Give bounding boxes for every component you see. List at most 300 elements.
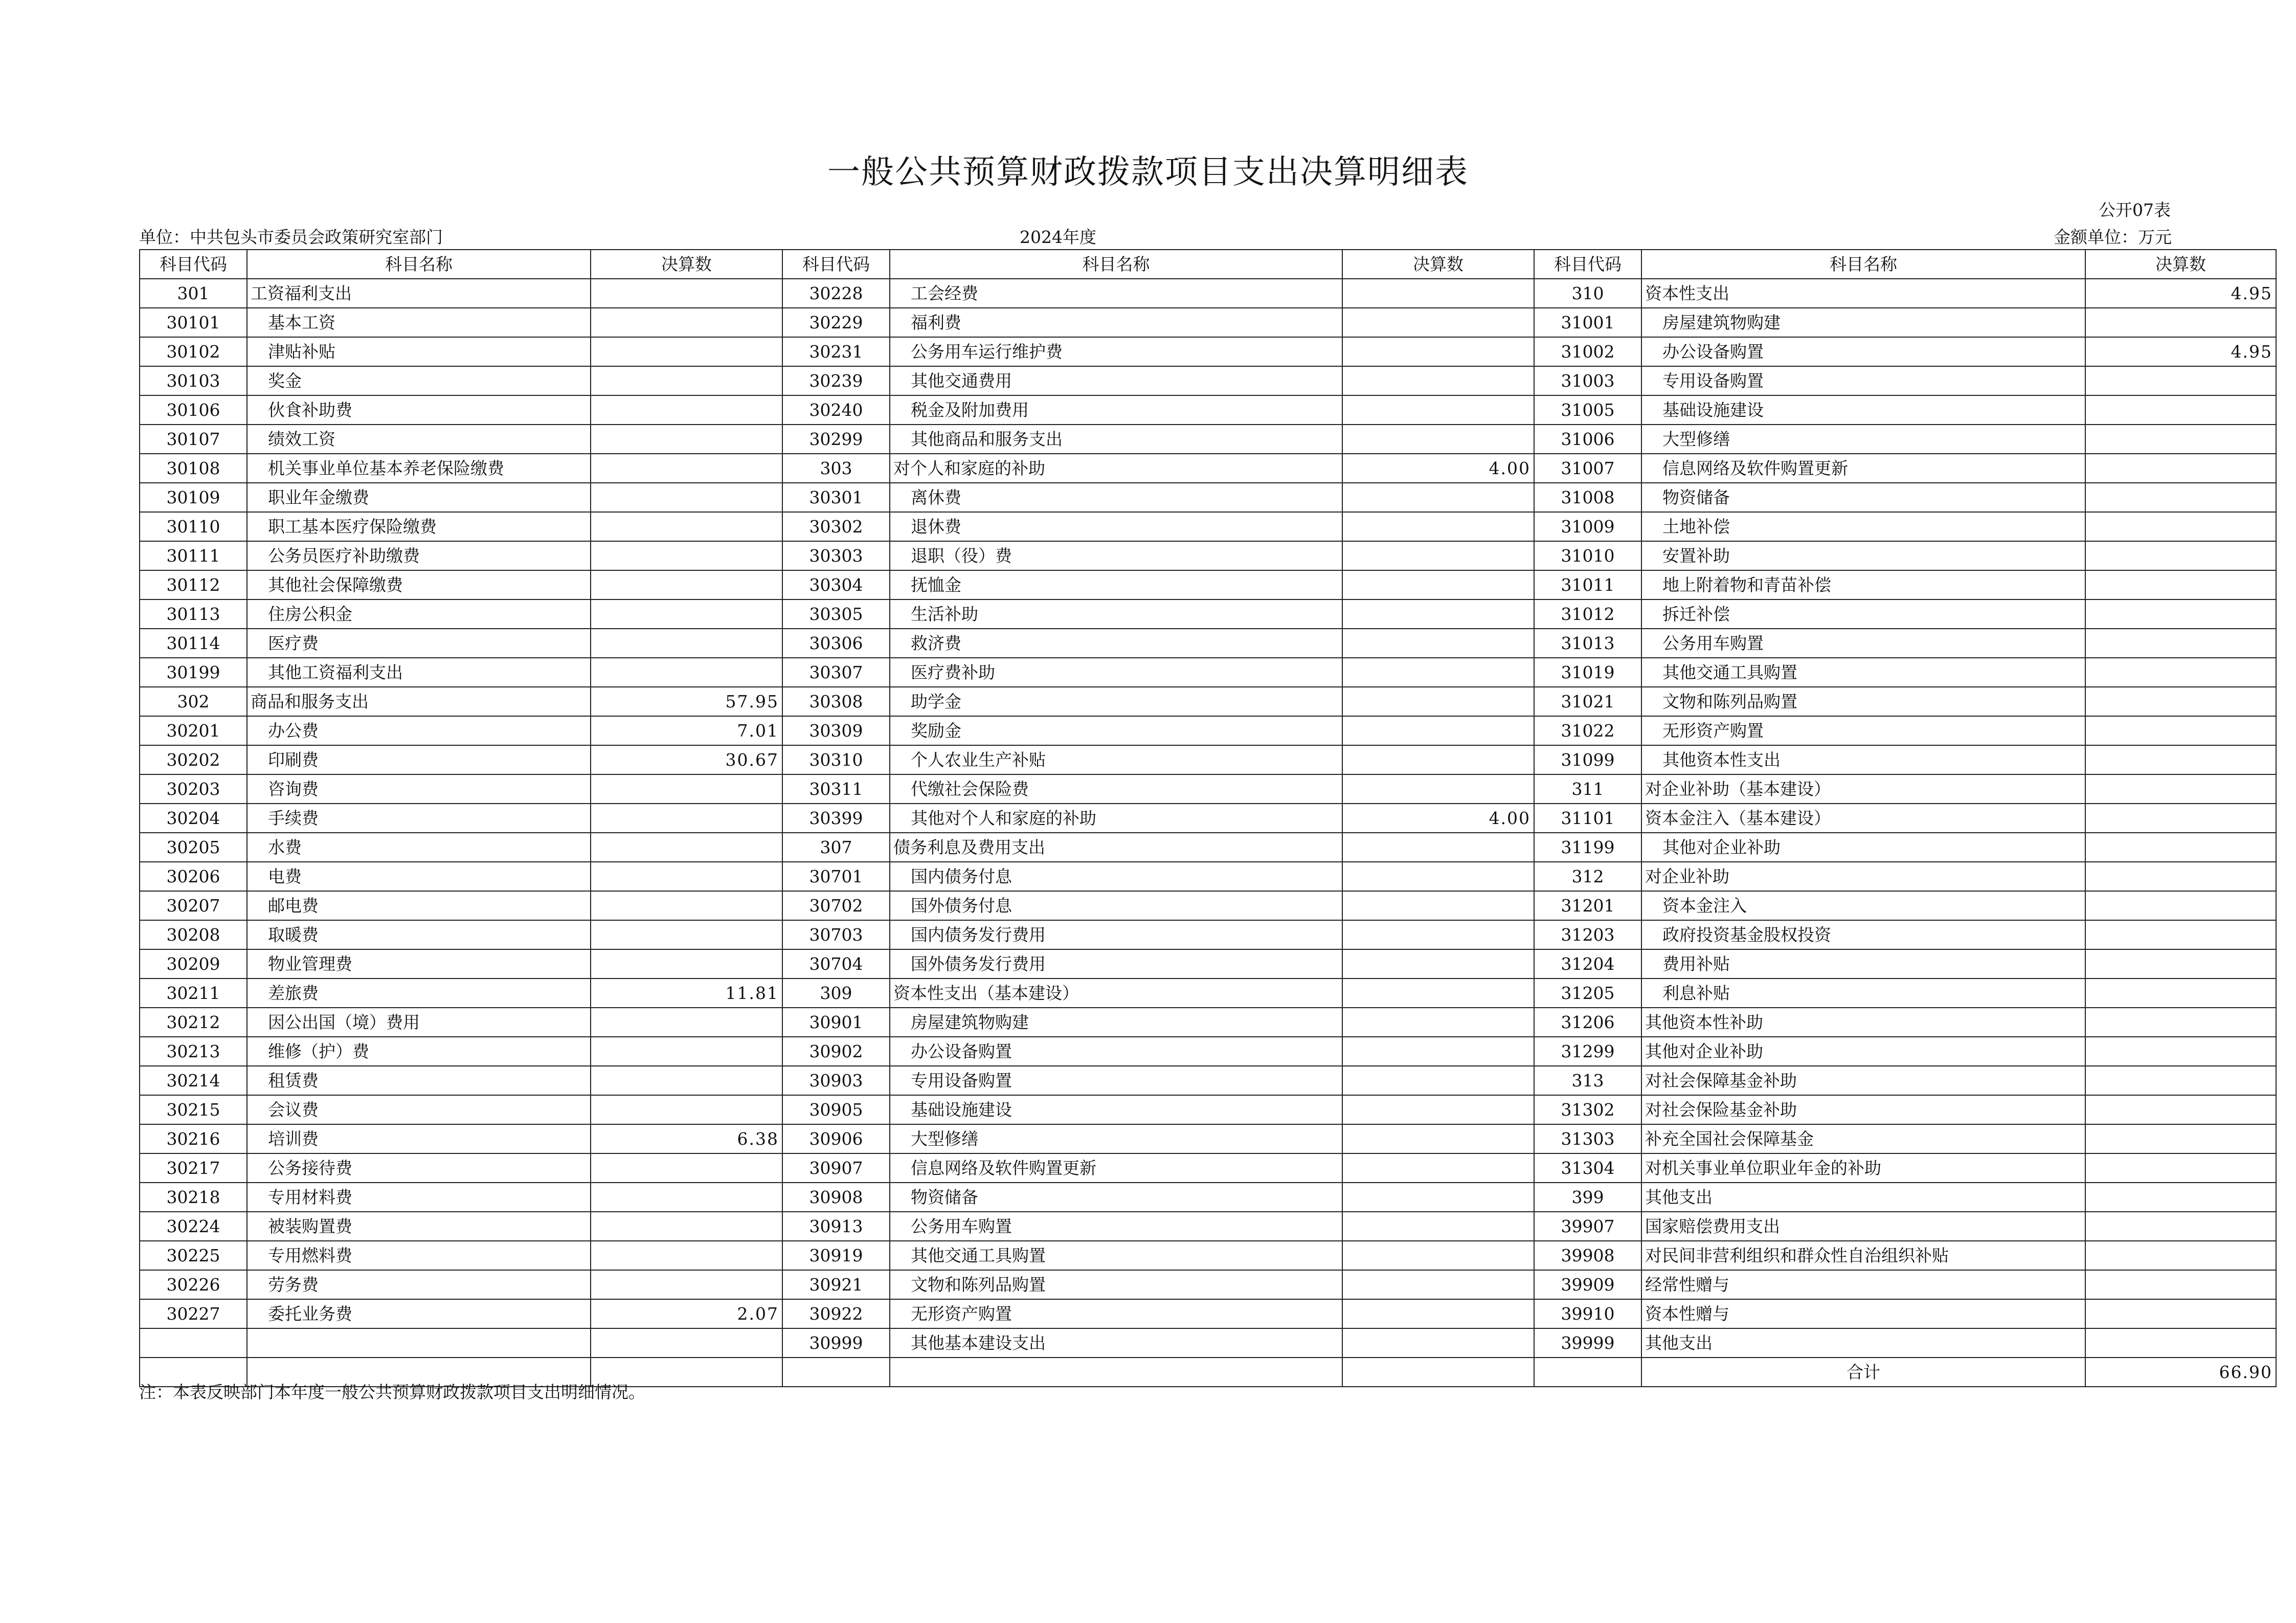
subject-name-cell: 津贴补贴 <box>247 337 591 366</box>
subject-code-cell: 30211 <box>140 979 247 1008</box>
subject-code-cell: 30922 <box>782 1299 890 1328</box>
subject-code-cell: 31012 <box>1534 599 1641 629</box>
table-row <box>140 1037 2276 1066</box>
subject-name-cell: 信息网络及软件购置更新 <box>1641 454 2085 483</box>
subject-code-cell: 30218 <box>140 1183 247 1212</box>
subject-code-cell <box>140 1328 247 1358</box>
amount-cell <box>2085 920 2276 949</box>
amount-cell <box>2085 891 2276 920</box>
subject-code-cell: 31302 <box>1534 1095 1641 1124</box>
subject-code-cell: 301 <box>140 279 247 308</box>
amount-cell <box>1342 1066 1534 1095</box>
subject-name-cell: 公务用车运行维护费 <box>890 337 1342 366</box>
subject-name-cell: 职工基本医疗保险缴费 <box>247 512 591 541</box>
subject-name-cell: 其他社会保障缴费 <box>247 570 591 599</box>
subject-code-cell: 30999 <box>782 1328 890 1358</box>
subject-name-cell: 奖金 <box>247 366 591 395</box>
amount-cell: 57.95 <box>591 687 782 716</box>
subject-name-cell: 信息网络及软件购置更新 <box>890 1153 1342 1183</box>
header-amount-1: 决算数 <box>591 250 782 279</box>
table-row <box>140 599 2276 629</box>
subject-code-cell: 30919 <box>782 1241 890 1270</box>
subject-code-cell: 31005 <box>1534 395 1641 425</box>
page-title: 一般公共预算财政拨款项目支出决算明细表 <box>827 153 1469 191</box>
amount-cell <box>1342 1212 1534 1241</box>
subject-code-cell: 30227 <box>140 1299 247 1328</box>
amount-cell <box>1342 1037 1534 1066</box>
table-row <box>140 425 2276 454</box>
amount-cell <box>1342 920 1534 949</box>
subject-name-cell: 其他交通工具购置 <box>1641 658 2085 687</box>
subject-code-cell: 310 <box>1534 279 1641 308</box>
subject-code-cell: 30213 <box>140 1037 247 1066</box>
subject-name-cell: 生活补助 <box>890 599 1342 629</box>
amount-cell <box>591 1328 782 1358</box>
amount-cell: 6.38 <box>591 1124 782 1153</box>
amount-cell <box>591 1037 782 1066</box>
subject-name-cell: 奖励金 <box>890 716 1342 745</box>
subject-name-cell: 费用补贴 <box>1641 949 2085 979</box>
header-code-1: 科目代码 <box>140 250 247 279</box>
amount-cell <box>591 599 782 629</box>
amount-cell <box>591 1066 782 1095</box>
subject-code-cell: 31199 <box>1534 833 1641 862</box>
subject-code-cell: 31011 <box>1534 570 1641 599</box>
amount-cell <box>1342 1183 1534 1212</box>
table-row <box>140 1270 2276 1299</box>
subject-name-cell: 物资储备 <box>1641 483 2085 512</box>
subject-name-cell: 租赁费 <box>247 1066 591 1095</box>
subject-name-cell: 救济费 <box>890 629 1342 658</box>
subject-name-cell: 国内债务付息 <box>890 862 1342 891</box>
table-row <box>140 745 2276 774</box>
subject-name-cell: 工会经费 <box>890 279 1342 308</box>
amount-cell <box>1342 1328 1534 1358</box>
subject-name-cell: 其他对企业补助 <box>1641 833 2085 862</box>
table-body <box>140 279 2276 1387</box>
amount-cell <box>591 862 782 891</box>
subject-name-cell: 退职（役）费 <box>890 541 1342 570</box>
subject-name-cell: 办公设备购置 <box>890 1037 1342 1066</box>
header-amount-3: 决算数 <box>2085 250 2276 279</box>
subject-name-cell: 电费 <box>247 862 591 891</box>
subject-code-cell: 30902 <box>782 1037 890 1066</box>
subject-code-cell: 30110 <box>140 512 247 541</box>
table-row <box>140 920 2276 949</box>
subject-code-cell: 30309 <box>782 716 890 745</box>
subject-code-cell: 30102 <box>140 337 247 366</box>
subject-name-cell: 国外债务发行费用 <box>890 949 1342 979</box>
subject-name-cell: 债务利息及费用支出 <box>890 833 1342 862</box>
subject-name-cell: 其他资本性支出 <box>1641 745 2085 774</box>
unit-label: 单位：中共包头市委员会政策研究室部门 <box>139 227 443 247</box>
subject-code-cell: 30209 <box>140 949 247 979</box>
subject-code-cell: 31001 <box>1534 308 1641 337</box>
header-code-2: 科目代码 <box>782 250 890 279</box>
subject-name-cell: 大型修缮 <box>890 1124 1342 1153</box>
subject-code-cell: 30231 <box>782 337 890 366</box>
amount-cell <box>1342 1299 1534 1328</box>
subject-code-cell: 31002 <box>1534 337 1641 366</box>
amount-cell <box>1342 541 1534 570</box>
subject-code-cell: 30399 <box>782 804 890 833</box>
subject-name-cell: 土地补偿 <box>1641 512 2085 541</box>
table-row <box>140 366 2276 395</box>
amount-cell <box>591 629 782 658</box>
subject-code-cell: 31009 <box>1534 512 1641 541</box>
subject-code-cell: 31022 <box>1534 716 1641 745</box>
subject-name-cell: 大型修缮 <box>1641 425 2085 454</box>
table-row <box>140 687 2276 716</box>
subject-code-cell: 30301 <box>782 483 890 512</box>
subject-name-cell: 资本性支出 <box>1641 279 2085 308</box>
subject-code-cell: 30204 <box>140 804 247 833</box>
subject-name-cell: 伙食补助费 <box>247 395 591 425</box>
subject-code-cell: 30303 <box>782 541 890 570</box>
amount-cell <box>2085 541 2276 570</box>
amount-cell: 4.95 <box>2085 337 2276 366</box>
amount-cell <box>2085 1124 2276 1153</box>
table-row <box>140 1241 2276 1270</box>
table-row <box>140 1153 2276 1183</box>
subject-name-cell: 专用设备购置 <box>1641 366 2085 395</box>
amount-cell <box>591 570 782 599</box>
subject-code-cell: 30101 <box>140 308 247 337</box>
subject-name-cell: 邮电费 <box>247 891 591 920</box>
subject-name-cell: 安置补助 <box>1641 541 2085 570</box>
subject-name-cell: 无形资产购置 <box>1641 716 2085 745</box>
amount-cell <box>2085 833 2276 862</box>
subject-name-cell: 福利费 <box>890 308 1342 337</box>
footnote: 注：本表反映部门本年度一般公共预算财政拨款项目支出明细情况。 <box>139 1382 645 1402</box>
table-row <box>140 1212 2276 1241</box>
amount-cell <box>2085 483 2276 512</box>
subject-name-cell: 资本金注入（基本建设） <box>1641 804 2085 833</box>
subject-code-cell: 30224 <box>140 1212 247 1241</box>
table-row <box>140 658 2276 687</box>
amount-cell <box>591 949 782 979</box>
subject-code-cell: 309 <box>782 979 890 1008</box>
subject-name-cell: 补充全国社会保障基金 <box>1641 1124 2085 1153</box>
subject-name-cell: 商品和服务支出 <box>247 687 591 716</box>
amount-cell <box>1342 1008 1534 1037</box>
form-number: 公开07表 <box>2099 200 2171 220</box>
table-row <box>140 949 2276 979</box>
table-row <box>140 1124 2276 1153</box>
subject-name-cell: 拆迁补偿 <box>1641 599 2085 629</box>
subject-code-cell: 30921 <box>782 1270 890 1299</box>
table-row <box>140 804 2276 833</box>
amount-cell <box>591 308 782 337</box>
subject-code-cell: 30216 <box>140 1124 247 1153</box>
amount-cell <box>591 658 782 687</box>
subject-name-cell: 其他基本建设支出 <box>890 1328 1342 1358</box>
amount-cell <box>1342 716 1534 745</box>
amount-cell <box>1342 891 1534 920</box>
subject-name-cell: 取暖费 <box>247 920 591 949</box>
subject-code-cell: 39909 <box>1534 1270 1641 1299</box>
subject-name-cell: 国外债务付息 <box>890 891 1342 920</box>
subject-code-cell: 31008 <box>1534 483 1641 512</box>
table-row <box>140 337 2276 366</box>
year-label: 2024年度 <box>1020 227 1096 247</box>
subject-name-cell: 政府投资基金股权投资 <box>1641 920 2085 949</box>
total-amount: 66.90 <box>2085 1358 2276 1387</box>
subject-code-cell: 30703 <box>782 920 890 949</box>
amount-cell <box>1342 337 1534 366</box>
subject-name-cell: 利息补贴 <box>1641 979 2085 1008</box>
amount-cell <box>2085 1212 2276 1241</box>
subject-code-cell: 30704 <box>782 949 890 979</box>
subject-code-cell: 30239 <box>782 366 890 395</box>
subject-code-cell: 30112 <box>140 570 247 599</box>
table-row <box>140 1066 2276 1095</box>
amount-cell <box>2085 658 2276 687</box>
amount-cell <box>1342 949 1534 979</box>
subject-code-cell: 30212 <box>140 1008 247 1037</box>
subject-name-cell: 对机关事业单位职业年金的补助 <box>1641 1153 2085 1183</box>
subject-name-cell: 代缴社会保险费 <box>890 774 1342 804</box>
table-row <box>140 774 2276 804</box>
amount-cell <box>591 337 782 366</box>
subject-code-cell: 39908 <box>1534 1241 1641 1270</box>
subject-code-cell: 399 <box>1534 1183 1641 1212</box>
subject-code-cell: 31101 <box>1534 804 1641 833</box>
table-row <box>140 395 2276 425</box>
amount-cell <box>1342 1270 1534 1299</box>
amount-cell <box>2085 425 2276 454</box>
subject-name-cell: 房屋建筑物购建 <box>1641 308 2085 337</box>
amount-cell <box>591 1212 782 1241</box>
subject-code-cell: 30908 <box>782 1183 890 1212</box>
subject-name-cell: 咨询费 <box>247 774 591 804</box>
amount-cell <box>1342 658 1534 687</box>
amount-cell: 30.67 <box>591 745 782 774</box>
amount-cell <box>2085 308 2276 337</box>
amount-cell <box>2085 629 2276 658</box>
amount-cell <box>2085 716 2276 745</box>
amount-cell <box>591 1153 782 1183</box>
subject-name-cell: 水费 <box>247 833 591 862</box>
subject-name-cell: 对个人和家庭的补助 <box>890 454 1342 483</box>
table-row <box>140 1095 2276 1124</box>
subject-code-cell: 30225 <box>140 1241 247 1270</box>
subject-name-cell: 文物和陈列品购置 <box>1641 687 2085 716</box>
subject-name-cell: 职业年金缴费 <box>247 483 591 512</box>
amount-cell: 4.95 <box>2085 279 2276 308</box>
amount-cell <box>591 804 782 833</box>
subject-name-cell: 国家赔偿费用支出 <box>1641 1212 2085 1241</box>
subject-code-cell: 30310 <box>782 745 890 774</box>
amount-cell <box>591 541 782 570</box>
amount-cell <box>2085 745 2276 774</box>
amount-cell <box>1342 1124 1534 1153</box>
subject-code-cell: 303 <box>782 454 890 483</box>
subject-code-cell: 30907 <box>782 1153 890 1183</box>
table-row <box>140 716 2276 745</box>
subject-code-cell: 30201 <box>140 716 247 745</box>
subject-code-cell: 30113 <box>140 599 247 629</box>
subject-code-cell: 30906 <box>782 1124 890 1153</box>
amount-cell <box>1342 570 1534 599</box>
subject-name-cell: 地上附着物和青苗补偿 <box>1641 570 2085 599</box>
amount-cell <box>591 833 782 862</box>
subject-name-cell: 基础设施建设 <box>890 1095 1342 1124</box>
subject-name-cell: 文物和陈列品购置 <box>890 1270 1342 1299</box>
amount-cell <box>1342 366 1534 395</box>
amount-cell <box>591 279 782 308</box>
amount-cell <box>1342 483 1534 512</box>
amount-cell <box>2085 570 2276 599</box>
amount-cell <box>1342 279 1534 308</box>
amount-cell <box>591 395 782 425</box>
subject-code-cell: 31203 <box>1534 920 1641 949</box>
amount-cell <box>591 920 782 949</box>
subject-code-cell: 311 <box>1534 774 1641 804</box>
subject-code-cell: 31006 <box>1534 425 1641 454</box>
subject-code-cell: 31010 <box>1534 541 1641 570</box>
subject-name-cell: 助学金 <box>890 687 1342 716</box>
amount-cell <box>2085 395 2276 425</box>
subject-code-cell: 30108 <box>140 454 247 483</box>
subject-name-cell: 其他资本性补助 <box>1641 1008 2085 1037</box>
amount-cell <box>2085 454 2276 483</box>
amount-cell <box>1342 425 1534 454</box>
empty-cell <box>1342 1358 1534 1387</box>
amount-cell <box>591 774 782 804</box>
subject-code-cell: 31206 <box>1534 1008 1641 1037</box>
subject-code-cell: 30107 <box>140 425 247 454</box>
amount-cell <box>2085 687 2276 716</box>
subject-name-cell: 资本金注入 <box>1641 891 2085 920</box>
subject-code-cell: 30114 <box>140 629 247 658</box>
subject-name-cell: 资本性赠与 <box>1641 1299 2085 1328</box>
subject-name-cell: 对社会保险基金补助 <box>1641 1095 2085 1124</box>
subject-name-cell: 机关事业单位基本养老保险缴费 <box>247 454 591 483</box>
subject-code-cell: 31021 <box>1534 687 1641 716</box>
subject-code-cell: 30208 <box>140 920 247 949</box>
header-code-3: 科目代码 <box>1534 250 1641 279</box>
table-row <box>140 1299 2276 1328</box>
subject-name-cell: 公务员医疗补助缴费 <box>247 541 591 570</box>
subject-code-cell: 307 <box>782 833 890 862</box>
amount-cell <box>591 366 782 395</box>
header-name-2: 科目名称 <box>890 250 1342 279</box>
subject-name-cell: 手续费 <box>247 804 591 833</box>
subject-code-cell: 30103 <box>140 366 247 395</box>
subject-code-cell: 30106 <box>140 395 247 425</box>
subject-code-cell: 30207 <box>140 891 247 920</box>
header-row <box>140 250 2276 279</box>
subject-name-cell: 专用材料费 <box>247 1183 591 1212</box>
subject-name-cell: 物业管理费 <box>247 949 591 979</box>
subject-code-cell: 30205 <box>140 833 247 862</box>
subject-code-cell: 30913 <box>782 1212 890 1241</box>
amount-cell <box>591 891 782 920</box>
amount-cell <box>2085 1066 2276 1095</box>
amount-cell <box>1342 395 1534 425</box>
subject-code-cell: 30229 <box>782 308 890 337</box>
amount-cell <box>2085 599 2276 629</box>
subject-name-cell: 基础设施建设 <box>1641 395 2085 425</box>
subject-name-cell: 其他对个人和家庭的补助 <box>890 804 1342 833</box>
amount-cell <box>1342 599 1534 629</box>
amount-cell <box>2085 1328 2276 1358</box>
table-row <box>140 862 2276 891</box>
amount-cell <box>591 1241 782 1270</box>
amount-cell <box>1342 745 1534 774</box>
amount-cell <box>2085 1037 2276 1066</box>
amount-cell <box>2085 1241 2276 1270</box>
subject-code-cell: 30311 <box>782 774 890 804</box>
subject-code-cell: 30306 <box>782 629 890 658</box>
subject-code-cell: 30202 <box>140 745 247 774</box>
subject-name-cell: 其他对企业补助 <box>1641 1037 2085 1066</box>
subject-code-cell: 30109 <box>140 483 247 512</box>
subject-name-cell: 专用燃料费 <box>247 1241 591 1270</box>
subject-code-cell: 31201 <box>1534 891 1641 920</box>
amount-cell <box>1342 308 1534 337</box>
subject-code-cell: 31205 <box>1534 979 1641 1008</box>
subject-name-cell: 培训费 <box>247 1124 591 1153</box>
expenditure-table <box>139 249 2277 1387</box>
subject-code-cell: 312 <box>1534 862 1641 891</box>
subject-name-cell: 差旅费 <box>247 979 591 1008</box>
subject-code-cell: 30701 <box>782 862 890 891</box>
subject-name-cell: 退休费 <box>890 512 1342 541</box>
table-row <box>140 483 2276 512</box>
subject-name-cell: 公务用车购置 <box>1641 629 2085 658</box>
subject-code-cell: 313 <box>1534 1066 1641 1095</box>
subject-name-cell: 委托业务费 <box>247 1299 591 1328</box>
table-row <box>140 1328 2276 1358</box>
subject-code-cell: 31099 <box>1534 745 1641 774</box>
empty-cell <box>1534 1358 1641 1387</box>
amount-cell <box>2085 1270 2276 1299</box>
amount-cell <box>2085 1153 2276 1183</box>
subject-code-cell: 30308 <box>782 687 890 716</box>
subject-code-cell: 39907 <box>1534 1212 1641 1241</box>
subject-code-cell: 30905 <box>782 1095 890 1124</box>
subject-name-cell: 公务接待费 <box>247 1153 591 1183</box>
table-row <box>140 833 2276 862</box>
amount-cell <box>1342 512 1534 541</box>
subject-name-cell: 劳务费 <box>247 1270 591 1299</box>
amount-cell <box>2085 862 2276 891</box>
table-row <box>140 308 2276 337</box>
subject-name-cell: 办公费 <box>247 716 591 745</box>
subject-name-cell: 其他支出 <box>1641 1328 2085 1358</box>
subject-code-cell: 30228 <box>782 279 890 308</box>
subject-code-cell: 30304 <box>782 570 890 599</box>
subject-name-cell: 对企业补助（基本建设） <box>1641 774 2085 804</box>
subject-code-cell: 31299 <box>1534 1037 1641 1066</box>
subject-code-cell: 30214 <box>140 1066 247 1095</box>
subject-code-cell: 30217 <box>140 1153 247 1183</box>
amount-cell <box>1342 1095 1534 1124</box>
subject-name-cell: 其他工资福利支出 <box>247 658 591 687</box>
subject-code-cell: 30240 <box>782 395 890 425</box>
subject-name-cell: 专用设备购置 <box>890 1066 1342 1095</box>
amount-cell <box>2085 774 2276 804</box>
table-row <box>140 1008 2276 1037</box>
amount-cell <box>1342 1241 1534 1270</box>
amount-cell <box>2085 1183 2276 1212</box>
subject-code-cell: 31019 <box>1534 658 1641 687</box>
amount-cell <box>2085 1095 2276 1124</box>
amount-cell <box>2085 804 2276 833</box>
subject-code-cell: 31007 <box>1534 454 1641 483</box>
